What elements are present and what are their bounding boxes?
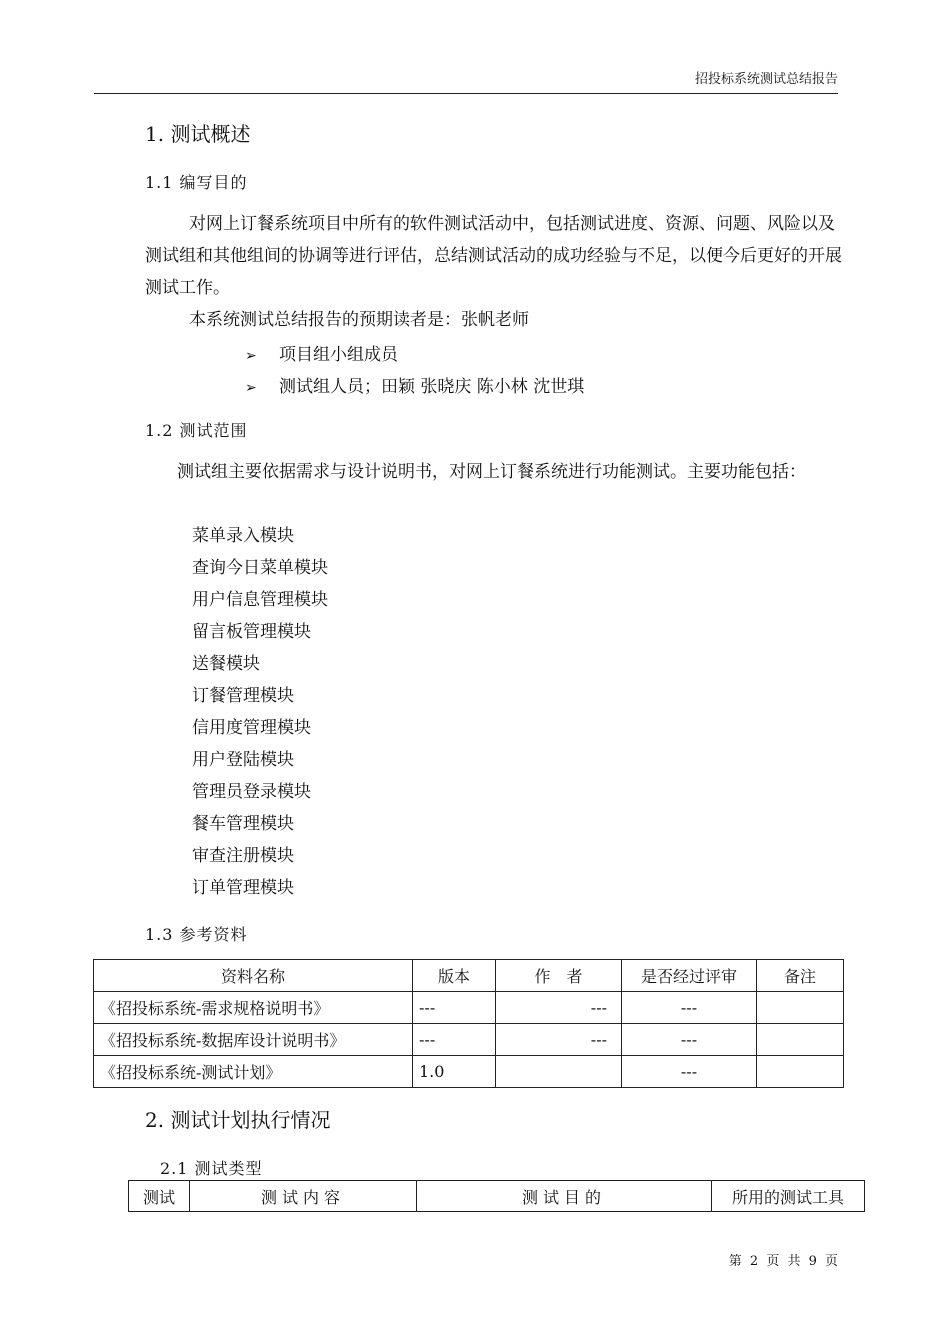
- list-item: 用户登陆模块: [192, 750, 294, 770]
- table-cell: [757, 1024, 844, 1056]
- list-item: 用户信息管理模块: [192, 590, 328, 610]
- column-header: 版本: [413, 960, 496, 992]
- section-1-title: 1. 测试概述: [145, 122, 251, 146]
- table-header-row: [94, 960, 844, 992]
- table-row: [94, 992, 844, 1024]
- purpose-paragraph: 对网上订餐系统项目中所有的软件测试活动中，包括测试进度、资源、问题、风险以及测试组和其他组间的协调等进行评估，总结测试活动的成功经验与不足，以便今后更好的开展测试工作。: [145, 214, 842, 298]
- bullet-text: 项目组小组成员: [279, 345, 398, 365]
- section-2-1-title: 2.1 测试类型: [160, 1159, 263, 1178]
- table-cell: [496, 1056, 622, 1088]
- table-cell: ---: [622, 992, 757, 1024]
- list-item: 管理员登录模块: [192, 782, 311, 802]
- bullet-text: 测试组人员；田颖 张晓庆 陈小林 沈世琪: [279, 377, 585, 397]
- table-cell: ---: [413, 1024, 496, 1056]
- list-item: 审查注册模块: [192, 846, 294, 866]
- table-row: [94, 1024, 844, 1056]
- table-cell: 《招投标系统-数据库设计说明书》: [94, 1024, 413, 1056]
- test-type-table: [128, 1180, 865, 1212]
- list-item: 订餐管理模块: [192, 686, 294, 706]
- column-header: 测试目的: [417, 1181, 712, 1212]
- column-header: 测试: [129, 1181, 190, 1212]
- scope-paragraph: 测试组主要依据需求与设计说明书，对网上订餐系统进行功能测试。主要功能包括：: [177, 462, 806, 482]
- column-header: 资料名称: [94, 960, 413, 992]
- column-header: 是否经过评审: [622, 960, 757, 992]
- arrow-bullet-icon: ➢: [245, 348, 257, 364]
- readers-line: 本系统测试总结报告的预期读者是：张帆老师: [189, 310, 529, 330]
- section-1-1-title: 1.1 编写目的: [145, 173, 248, 192]
- column-header: 所用的测试工具: [712, 1181, 865, 1212]
- column-header: 备注: [757, 960, 844, 992]
- bullet-item: [245, 372, 584, 397]
- list-item: 留言板管理模块: [192, 622, 311, 642]
- section-1-3-title: 1.3 参考资料: [145, 925, 248, 944]
- reference-table: [93, 959, 844, 1088]
- table-cell: 《招投标系统-需求规格说明书》: [94, 992, 413, 1024]
- section-1-2-title: 1.2 测试范围: [145, 421, 248, 440]
- page-footer: 第 2 页 共 9 页: [728, 1254, 838, 1269]
- list-item: 信用度管理模块: [192, 718, 311, 738]
- column-header: 测试内容: [190, 1181, 417, 1212]
- table-row: [94, 1056, 844, 1088]
- table-header-row: [129, 1181, 865, 1212]
- bullet-item: [245, 340, 398, 365]
- table-cell: 《招投标系统-测试计划》: [94, 1056, 413, 1088]
- module-list: [192, 520, 328, 904]
- table-cell: [757, 1056, 844, 1088]
- table-cell: [757, 992, 844, 1024]
- list-item: 菜单录入模块: [192, 526, 294, 546]
- table-cell: ---: [496, 992, 622, 1024]
- list-item: 送餐模块: [192, 654, 260, 674]
- table-cell: ---: [496, 1024, 622, 1056]
- table-cell: 1.0: [413, 1056, 496, 1088]
- page-header: 招投标系统测试总结报告: [94, 68, 838, 94]
- list-item: 订单管理模块: [192, 878, 294, 898]
- table-cell: ---: [622, 1024, 757, 1056]
- column-header: 作 者: [496, 960, 622, 992]
- section-2-title: 2. 测试计划执行情况: [145, 1108, 331, 1132]
- list-item: 餐车管理模块: [192, 814, 294, 834]
- table-cell: ---: [622, 1056, 757, 1088]
- list-item: 查询今日菜单模块: [192, 558, 328, 578]
- arrow-bullet-icon: ➢: [245, 380, 257, 396]
- table-cell: ---: [413, 992, 496, 1024]
